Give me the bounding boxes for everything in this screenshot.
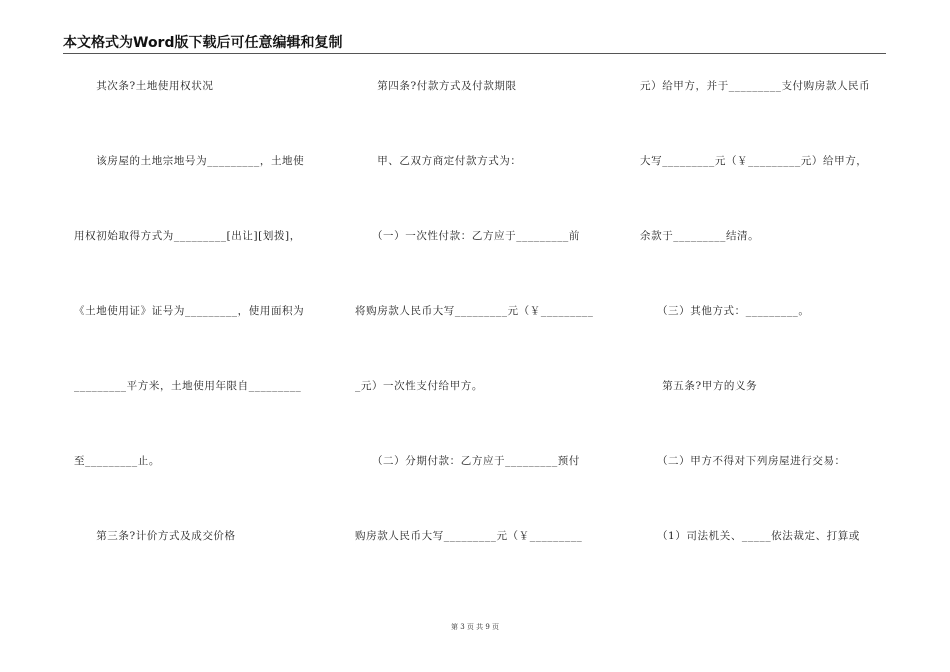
text-line: 第四条?付款方式及付款期限 bbox=[355, 80, 517, 92]
text-line: 余款于_________结清。 bbox=[640, 230, 760, 242]
text-line: （二）甲方不得对下列房屋进行交易： bbox=[640, 455, 846, 467]
text-line: _元）一次性支付给甲方。 bbox=[355, 380, 483, 392]
text-line: 《土地使用证》证号为_________，使用面积为 bbox=[74, 305, 305, 317]
text-line: 至_________止。 bbox=[74, 455, 160, 467]
text-line: 用权初始取得方式为_________[出让][划拨]， bbox=[74, 230, 301, 242]
text-line: 元）给甲方，并于_________支付购房款人民币 bbox=[640, 80, 871, 92]
text-line: 大写_________元（￥_________元）给甲方， bbox=[640, 155, 868, 167]
text-line: 第三条?计价方式及成交价格 bbox=[74, 530, 236, 542]
text-line: 第五条?甲方的义务 bbox=[640, 380, 758, 392]
text-line: （二）分期付款：乙方应于_________预付 bbox=[355, 455, 580, 467]
text-line: 将购房款人民币大写_________元（￥_________ bbox=[355, 305, 594, 317]
page-number: 第 3 页 共 9 页 bbox=[450, 623, 500, 631]
header-divider bbox=[63, 53, 886, 54]
text-line: （1）司法机关、_____依法裁定、打算或 bbox=[640, 530, 860, 542]
text-line: 甲、乙双方商定付款方式为： bbox=[355, 155, 522, 167]
text-line: （一）一次性付款：乙方应于_________前 bbox=[355, 230, 580, 242]
text-line: 购房款人民币大写_________元（￥_________ bbox=[355, 530, 583, 542]
text-line: _________平方米，土地使用年限自_________ bbox=[74, 380, 302, 392]
text-line: （三）其他方式：_________。 bbox=[640, 305, 810, 317]
text-line: 该房屋的土地宗地号为_________，土地使 bbox=[74, 155, 305, 167]
document-header: 本文格式为Word版下载后可任意编辑和复制 bbox=[63, 35, 343, 51]
text-line: 其次条?土地使用权状况 bbox=[74, 80, 214, 92]
